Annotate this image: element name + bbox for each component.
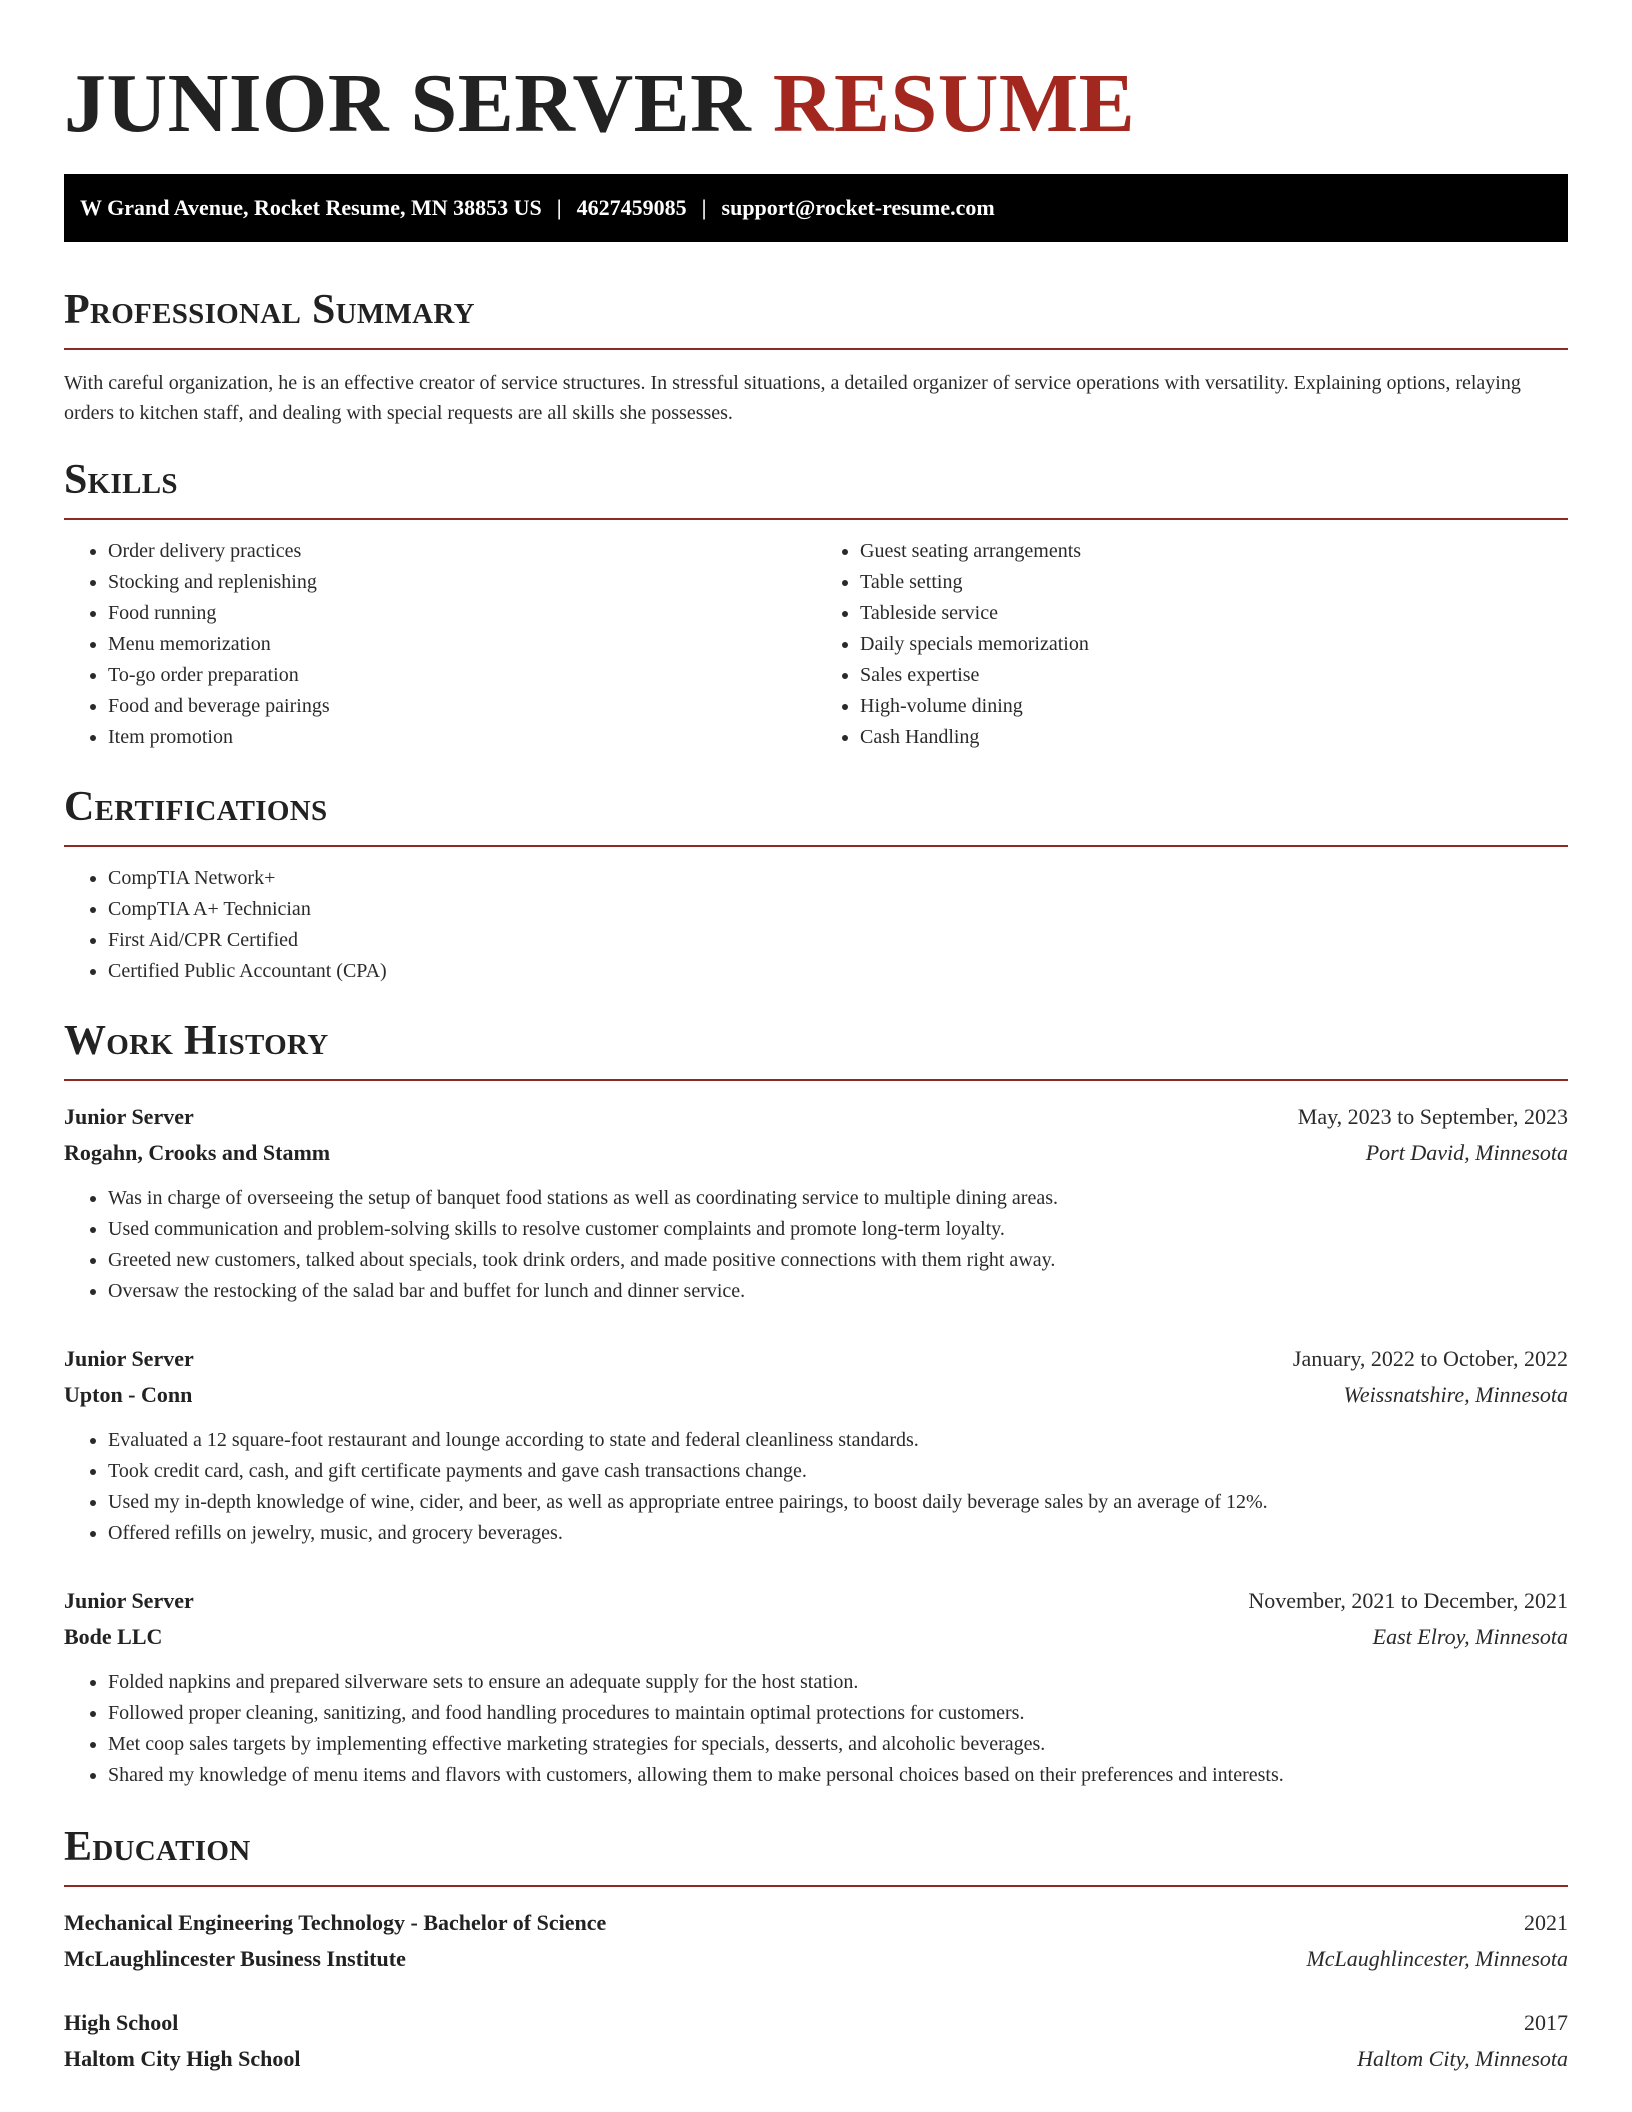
job-bullet: • Offered refills on jewelry, music, and grocery beverages.	[108, 1518, 1568, 1549]
education-school: McLaughlincester Business Institute	[64, 1946, 406, 1971]
contact-bar	[64, 174, 1568, 242]
job-company-row	[64, 1619, 1568, 1655]
job-entry	[64, 1099, 1568, 1307]
job-company: Bode LLC	[64, 1624, 163, 1649]
job-title: Junior Server	[64, 1104, 194, 1129]
work-history-heading: Work History	[64, 1017, 1568, 1081]
job-bullet: • Used communication and problem-solving skills to resolve customer complaints and promote long-term loyalty.	[108, 1214, 1568, 1245]
job-bullets	[64, 1425, 1568, 1549]
job-company-row	[64, 1135, 1568, 1171]
contact-phone: 4627459085	[576, 195, 687, 220]
job-location: Weissnatshire, Minnesota	[1343, 1382, 1568, 1407]
job-title-row	[64, 1583, 1568, 1619]
job-company-row	[64, 1377, 1568, 1413]
job-company: Upton - Conn	[64, 1382, 193, 1407]
skill-item: • High-volume dining	[860, 691, 1568, 722]
certification-item: • CompTIA Network+	[108, 863, 1568, 894]
summary-text: With careful organization, he is an effective creator of service structures. In stressful situations, a detailed organizer of service operations with versatility. Explaining options, relaying orders to kitchen staff, and dealing with special requests are all skills she possesses.	[64, 372, 1521, 424]
certification-item: • CompTIA A+ Technician	[108, 894, 1568, 925]
skill-item: • Daily specials memorization	[860, 629, 1568, 660]
skill-item: • To-go order preparation	[108, 660, 816, 691]
certification-item: • First Aid/CPR Certified	[108, 925, 1568, 956]
skills-list-left	[64, 536, 816, 753]
job-title-row	[64, 1341, 1568, 1377]
job-bullet: • Met coop sales targets by implementing effective marketing strategies for specials, desserts, and alcoholic beverages.	[108, 1729, 1568, 1760]
education-location: McLaughlincester, Minnesota	[1306, 1946, 1568, 1971]
job-entry	[64, 1583, 1568, 1791]
contact-separator: |	[556, 195, 562, 220]
job-title: Junior Server	[64, 1346, 194, 1371]
job-bullet: • Oversaw the restocking of the salad bar and buffet for lunch and dinner service.	[108, 1276, 1568, 1307]
title-main: JUNIOR SERVER	[64, 57, 752, 150]
job-dates: January, 2022 to October, 2022	[1292, 1346, 1568, 1371]
job-bullets	[64, 1183, 1568, 1307]
education-degree-row	[64, 1905, 1568, 1941]
job-entry	[64, 1341, 1568, 1549]
job-location: East Elroy, Minnesota	[1372, 1624, 1568, 1649]
job-bullet: • Shared my knowledge of menu items and flavors with customers, allowing them to make personal choices based on their preferences and interests.	[108, 1760, 1568, 1791]
education-location: Haltom City, Minnesota	[1357, 2046, 1568, 2071]
job-company: Rogahn, Crooks and Stamm	[64, 1140, 331, 1165]
job-bullet: • Evaluated a 12 square-foot restaurant and lounge according to state and federal cleanliness standards.	[108, 1425, 1568, 1456]
contact-separator: |	[701, 195, 707, 220]
skills-heading: Skills	[64, 456, 1568, 520]
education-heading: Education	[64, 1823, 1568, 1887]
education-degree: Mechanical Engineering Technology - Bachelor of Science	[64, 1910, 607, 1935]
skill-item: • Cash Handling	[860, 722, 1568, 753]
contact-email: support@rocket-resume.com	[721, 195, 995, 220]
job-bullet: • Was in charge of overseeing the setup of banquet food stations as well as coordinating service to multiple dining areas.	[108, 1183, 1568, 1214]
job-bullet: • Greeted new customers, talked about specials, took drink orders, and made positive connections with them right away.	[108, 1245, 1568, 1276]
education-entry	[64, 1905, 1568, 1977]
skill-item: • Food running	[108, 598, 816, 629]
education-school: Haltom City High School	[64, 2046, 301, 2071]
job-bullet: • Took credit card, cash, and gift certificate payments and gave cash transactions change.	[108, 1456, 1568, 1487]
education-degree: High School	[64, 2010, 179, 2035]
job-bullet: • Used my in-depth knowledge of wine, cider, and beer, as well as appropriate entree pairings, to boost daily beverage sales by an average of 12%.	[108, 1487, 1568, 1518]
resume-page	[64, 0, 1568, 2077]
certifications-list	[64, 863, 1568, 987]
job-location: Port David, Minnesota	[1365, 1140, 1568, 1165]
skill-item: • Tableside service	[860, 598, 1568, 629]
skill-item: • Menu memorization	[108, 629, 816, 660]
education-school-row	[64, 1941, 1568, 1977]
skill-item: • Table setting	[860, 567, 1568, 598]
education-entry	[64, 2005, 1568, 2077]
skill-item: • Sales expertise	[860, 660, 1568, 691]
certification-item: • Certified Public Accountant (CPA)	[108, 956, 1568, 987]
job-dates: May, 2023 to September, 2023	[1297, 1104, 1568, 1129]
education-year: 2021	[1524, 1910, 1568, 1935]
contact-address: W Grand Avenue, Rocket Resume, MN 38853 US	[80, 195, 542, 220]
education-year: 2017	[1524, 2010, 1568, 2035]
skills-list-right	[816, 536, 1568, 753]
certifications-heading: Certifications	[64, 783, 1568, 847]
skill-item: • Guest seating arrangements	[860, 536, 1568, 567]
skill-item: • Stocking and replenishing	[108, 567, 816, 598]
skill-item: • Food and beverage pairings	[108, 691, 816, 722]
skill-item: • Item promotion	[108, 722, 816, 753]
title-accent: RESUME	[772, 57, 1136, 150]
education-school-row	[64, 2041, 1568, 2077]
job-title-row	[64, 1099, 1568, 1135]
resume-title	[64, 0, 1568, 150]
job-dates: November, 2021 to December, 2021	[1248, 1588, 1568, 1613]
job-bullet: • Folded napkins and prepared silverware sets to ensure an adequate supply for the host station.	[108, 1667, 1568, 1698]
summary-heading: Professional Summary	[64, 286, 1568, 350]
education-degree-row	[64, 2005, 1568, 2041]
job-bullet: • Followed proper cleaning, sanitizing, and food handling procedures to maintain optimal protections for customers.	[108, 1698, 1568, 1729]
skills-columns	[64, 536, 1568, 753]
job-title: Junior Server	[64, 1588, 194, 1613]
skill-item: • Order delivery practices	[108, 536, 816, 567]
job-bullets	[64, 1667, 1568, 1791]
